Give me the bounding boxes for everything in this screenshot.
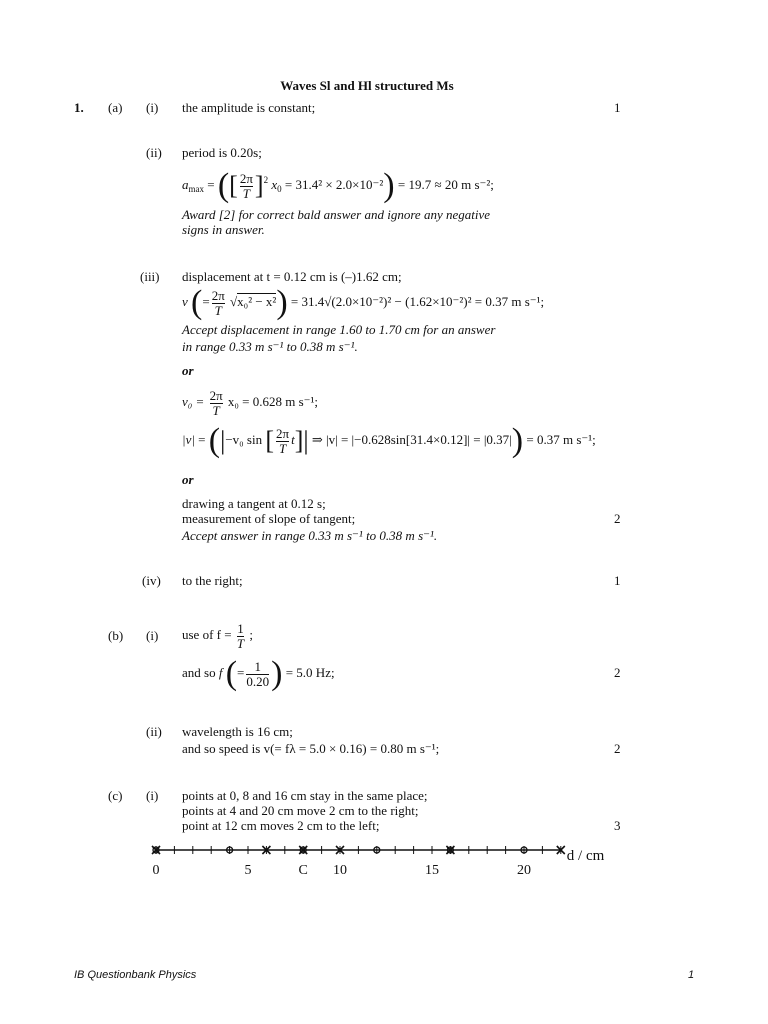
abs-open-paren: (	[208, 422, 221, 460]
amax-denominator: T	[240, 186, 253, 201]
v-fraction	[212, 289, 225, 318]
abs-denominator: T	[276, 441, 289, 456]
amax-open-paren: (	[217, 167, 230, 205]
footer-source: IB Questionbank Physics	[74, 969, 197, 981]
a-i-answer: the amplitude is constant;	[182, 100, 316, 115]
displacement-number-line	[140, 838, 620, 882]
b-i-semicolon: ;	[249, 627, 253, 642]
a-iii-marks: 2	[614, 511, 621, 526]
v0-denominator: T	[210, 403, 223, 418]
amax-subscript: max	[188, 184, 204, 194]
amax-result: = 19.7 ≈ 20 m s⁻²;	[397, 177, 494, 192]
page-title: Waves Sl and Hl structured Ms	[280, 78, 454, 93]
c-i-line3: point at 12 cm moves 2 cm to the left;	[182, 818, 380, 833]
amax-symbol: a	[182, 177, 189, 192]
b-i-denominator-2: 0.20	[246, 673, 270, 689]
a-ii-amax-equation	[182, 160, 494, 209]
v0-fraction	[210, 389, 223, 418]
b-ii-wavelength: wavelength is 16 cm;	[182, 724, 293, 739]
b-i-numerator: 1	[237, 620, 244, 636]
amax-close-paren: )	[383, 167, 395, 205]
abs-bar-close: |	[303, 426, 309, 456]
a-iii-velocity-equation	[182, 282, 544, 322]
subpart-a-i-label: (i)	[146, 100, 159, 115]
a-iv-answer: to the right;	[182, 573, 243, 588]
amax-fraction	[240, 172, 253, 201]
c-i-marks: 3	[614, 818, 621, 833]
b-i-use-of-equation	[182, 614, 253, 656]
subpart-b-ii-label: (ii)	[146, 724, 162, 739]
v0-result: x₀ = 0.628 m s⁻¹;	[227, 394, 319, 409]
abs-result: = 0.37 m s⁻¹;	[526, 432, 596, 447]
amax-calc: = 31.4² × 2.0×10⁻²	[284, 177, 384, 192]
amax-exponent: 2	[263, 175, 269, 185]
part-c-label: (c)	[108, 788, 123, 803]
b-i-result: = 5.0 Hz;	[285, 665, 335, 680]
sqrt-expression: x₀² − x²	[237, 294, 277, 309]
subpart-c-i-label: (i)	[146, 788, 159, 803]
v-symbol: v	[182, 294, 188, 309]
abs-fraction	[276, 427, 289, 456]
tick-label: 15	[425, 863, 439, 878]
footer-page-number: 1	[688, 969, 695, 981]
a-iii-note-line3: Accept answer in range 0.33 m s⁻¹ to 0.38 m s⁻¹.	[182, 528, 438, 543]
amax-close-bracket: ]	[254, 171, 264, 201]
b-i-denominator: T	[236, 635, 245, 651]
question-number: 1.	[74, 100, 84, 115]
part-b-label: (b)	[108, 628, 124, 643]
a-iii-v0-equation	[182, 384, 318, 420]
tick-label: 0	[152, 863, 160, 878]
abs-bar-open: |	[220, 426, 226, 456]
subpart-a-iv-label: (iv)	[142, 573, 161, 588]
amax-numerator: 2π	[239, 170, 253, 186]
part-a-label: (a)	[108, 100, 123, 115]
b-i-fraction	[237, 622, 244, 651]
v-denominator: T	[212, 303, 225, 318]
v-result: = 0.37 m s⁻¹;	[474, 294, 545, 309]
sqrt-sign: √	[230, 294, 238, 309]
a-iv-marks: 1	[614, 573, 621, 588]
amax-open-bracket: [	[229, 171, 238, 201]
c-i-line1: points at 0, 8 and 16 cm stay in the same place;	[182, 788, 428, 803]
v-numerator: 2π	[211, 287, 225, 303]
b-i-f-symbol: f	[218, 665, 223, 680]
v-close-paren: )	[276, 284, 288, 322]
a-iii-tangent-line1: drawing a tangent at 0.12 s;	[182, 496, 326, 511]
v0-numerator: 2π	[209, 387, 223, 403]
subpart-b-i-label: (i)	[146, 628, 159, 643]
b-i-numerator-2: 1	[254, 658, 262, 674]
b-i-close-paren: )	[271, 655, 283, 693]
tick-label: 5	[244, 863, 252, 878]
b-ii-marks: 2	[614, 741, 621, 756]
or-separator-2: or	[182, 472, 194, 487]
b-i-use-text: use of f =	[182, 627, 232, 642]
a-iii-abs-velocity-equation	[182, 420, 596, 460]
b-i-and-so: and so	[182, 665, 216, 680]
abs-inner: −v₀ sin	[225, 432, 263, 447]
abs-calc: ⇒ |v| = |−0.628sin[31.4×0.12]| = |0.37|	[311, 432, 512, 447]
a-ii-period: period is 0.20s;	[182, 145, 262, 160]
v-open-paren: (	[191, 284, 203, 322]
subpart-a-iii-label: (iii)	[140, 269, 160, 284]
a-iii-note-line2: in range 0.33 m s⁻¹ to 0.38 m s⁻¹.	[182, 339, 358, 354]
b-i-equals: =	[237, 665, 245, 680]
v-calc: = 31.4√(2.0×10⁻²)² − (1.62×10⁻²)²	[290, 294, 472, 309]
tick-label: 10	[333, 863, 347, 878]
abs-close-paren: )	[511, 422, 524, 460]
abs-open-bracket: [	[265, 426, 275, 456]
b-ii-speed: and so speed is v(= fλ = 5.0 × 0.16) = 0.80 m s⁻¹;	[182, 741, 440, 756]
v0-label: v₀ =	[182, 394, 205, 409]
subpart-a-ii-label: (ii)	[146, 145, 162, 160]
abs-close-bracket: ]	[294, 426, 304, 456]
tick-label: C	[298, 863, 308, 878]
b-i-marks: 2	[614, 665, 621, 680]
tick-label: 20	[517, 863, 531, 878]
a-iii-note-line1: Accept displacement in range 1.60 to 1.70 cm for an answer	[182, 322, 496, 337]
a-i-marks: 1	[614, 100, 621, 115]
x-axis-label: d / cm	[566, 848, 605, 864]
v-equals: =	[202, 294, 210, 309]
a-ii-note-line2: signs in answer.	[182, 222, 265, 237]
or-separator-1: or	[182, 363, 194, 378]
abs-v-equals: =	[198, 432, 206, 447]
b-i-open-paren: (	[225, 655, 238, 693]
c-i-line2: points at 4 and 20 cm move 2 cm to the right;	[182, 803, 419, 818]
a-iii-displacement: displacement at t = 0.12 cm is (–)1.62 cm;	[182, 269, 402, 284]
amax-x0: x	[271, 177, 278, 192]
abs-v-symbol: |v|	[182, 432, 195, 447]
amax-equals: =	[207, 177, 215, 192]
a-iii-tangent-line2: measurement of slope of tangent;	[182, 511, 356, 526]
a-ii-note-line1: Award [2] for correct bald answer and ignore any negative	[182, 207, 491, 222]
b-i-fraction-2	[246, 660, 269, 689]
amax-x0-sub: 0	[277, 184, 282, 194]
abs-numerator: 2π	[276, 425, 290, 441]
b-i-and-so-equation	[182, 652, 335, 694]
abs-t: t	[291, 432, 295, 447]
